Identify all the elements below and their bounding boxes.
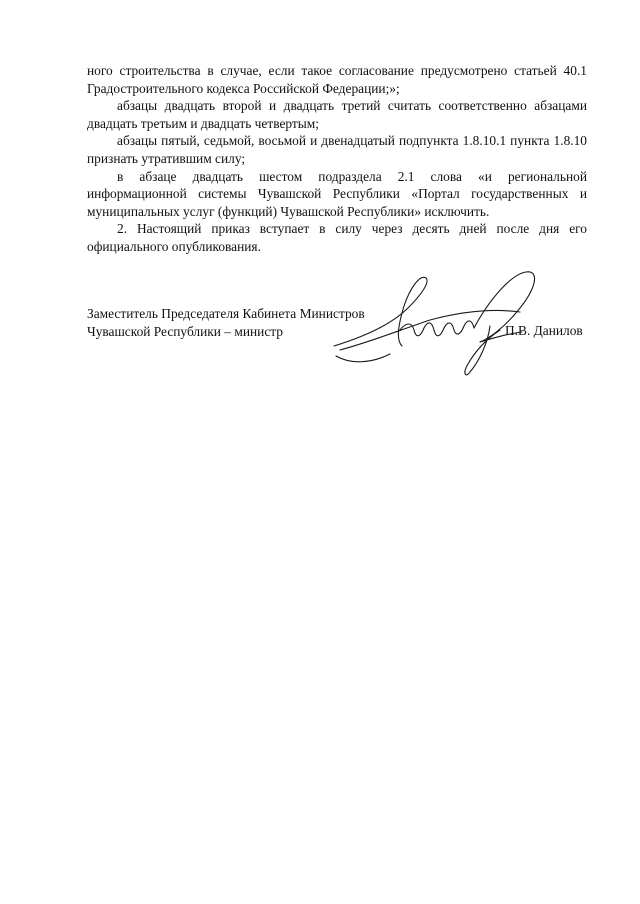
paragraph-void-abzacy: абзацы пятый, седьмой, восьмой и двенадцатый подпункта 1.8.10.1 пункта 1.8.10 признать утратившим силу; — [87, 133, 587, 166]
signatory-position — [87, 305, 365, 340]
signatory-position-line2: Чувашской Республики – министр — [87, 323, 283, 339]
paragraph-continuation: ного строительства в случае, если такое согласование предусмотрено статьей 40.1 Градостроительного кодекса Российской Федерации;»; — [87, 63, 587, 96]
signatory-name: П.В. Данилов — [505, 323, 583, 338]
paragraph-effective-date: 2. Настоящий приказ вступает в силу через десять дней после дня его официального опубликования. — [87, 221, 587, 254]
paragraph-renumber-abzacy: абзацы двадцать второй и двадцать третий считать соответственно абзацами двадцать третьим и двадцать четвертым; — [87, 98, 587, 131]
paragraph-exclude-words: в абзаце двадцать шестом подраздела 2.1 слова «и региональной информационной системы Чувашской Республики «Портал государственных и муниципальных услуг (функций) Чувашской Республики» исключить. — [87, 168, 587, 219]
document-body — [87, 62, 587, 256]
signatory-position-line1: Заместитель Председателя Кабинета Министров — [87, 306, 365, 321]
